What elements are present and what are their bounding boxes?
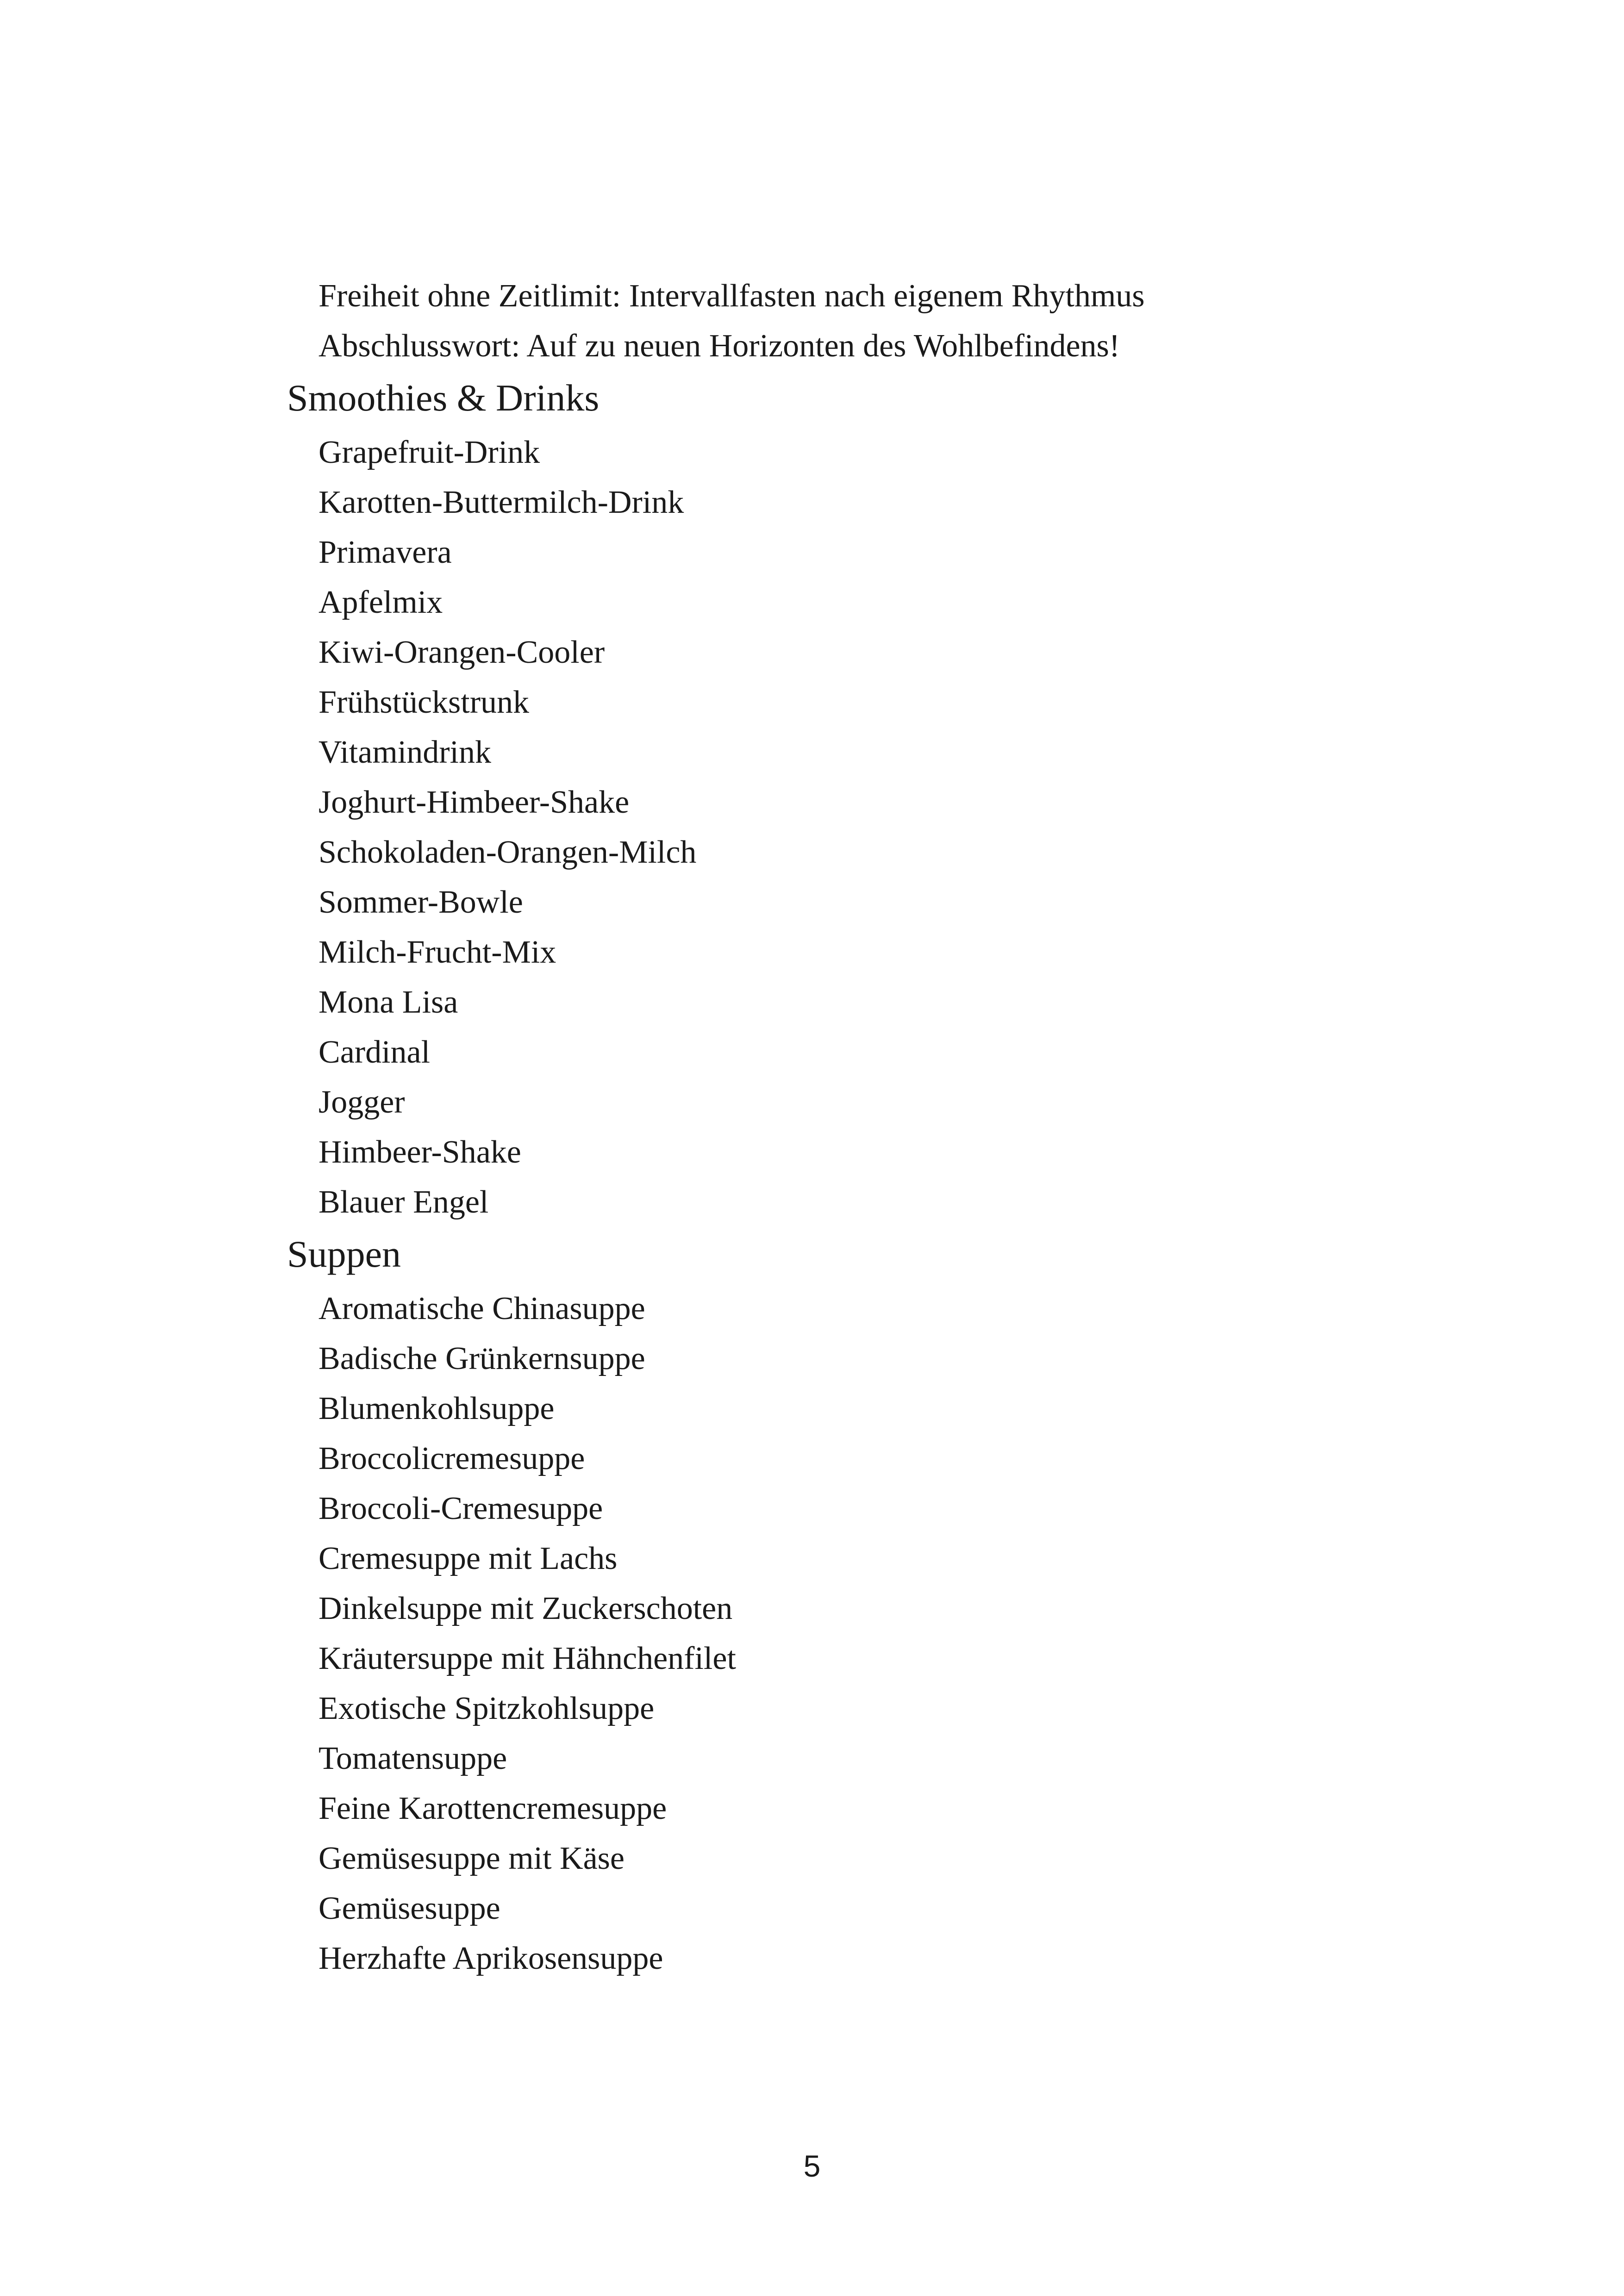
toc-entry-title: Blauer Engel (319, 1184, 489, 1220)
toc-entry-title: Grapefruit-Drink (319, 435, 540, 470)
toc-entry-title: Vitamindrink (319, 734, 491, 770)
toc-entry-title: Schokoladen-Orangen-Milch (319, 834, 697, 870)
toc-entry-title: Milch-Frucht-Mix (319, 934, 556, 970)
toc-entry-title: Gemüsesuppe (319, 1891, 500, 1926)
toc-entry-title: Sommer-Bowle (319, 884, 523, 920)
toc-entry-title: Himbeer-Shake (319, 1134, 521, 1170)
toc-entry-title: Jogger (319, 1084, 405, 1120)
toc-entry-title: Frühstückstrunk (319, 684, 529, 720)
toc-entry-title: Cremesuppe mit Lachs (319, 1541, 618, 1576)
toc-entry-title: Feine Karottencremesuppe (319, 1791, 667, 1826)
toc-entry-title: Kiwi-Orangen-Cooler (319, 635, 605, 670)
toc-entry-title: Gemüsesuppe mit Käse (319, 1841, 625, 1876)
toc-entry-title: Joghurt-Himbeer-Shake (319, 784, 630, 820)
toc-section-title: Smoothies & Drinks (287, 377, 600, 419)
toc-entry-title: Broccolicremesuppe (319, 1441, 585, 1476)
toc-entry-title: Freiheit ohne Zeitlimit: Intervallfasten nach eigenem Rhythmus (319, 278, 1145, 314)
toc-entry-title: Badische Grünkernsuppe (319, 1341, 645, 1376)
toc-entry-title: Blumenkohlsuppe (319, 1391, 555, 1426)
toc-entry-title: Abschlusswort: Auf zu neuen Horizonten des Wohlbefindens! (319, 328, 1120, 364)
toc-section-title: Suppen (287, 1233, 401, 1275)
toc-entry-title: Dinkelsuppe mit Zuckerschoten (319, 1591, 733, 1626)
toc-entry-title: Exotische Spitzkohlsuppe (319, 1691, 655, 1726)
toc-entry-title: Tomatensuppe (319, 1741, 507, 1776)
toc-entry-title: Karotten-Buttermilch-Drink (319, 485, 684, 520)
toc-entry-title: Mona Lisa (319, 984, 458, 1020)
toc-entry-title: Cardinal (319, 1034, 431, 1070)
page-number: 5 (803, 2149, 821, 2183)
toc-entry-title: Kräutersuppe mit Hähnchenfilet (319, 1641, 736, 1676)
toc-entry-title: Broccoli-Cremesuppe (319, 1491, 603, 1526)
toc-entry-title: Herzhafte Aprikosensuppe (319, 1941, 663, 1976)
toc-entry-title: Primavera (319, 535, 452, 570)
toc-entry-title: Apfelmix (319, 585, 443, 620)
toc-entry-title: Aromatische Chinasuppe (319, 1291, 645, 1326)
